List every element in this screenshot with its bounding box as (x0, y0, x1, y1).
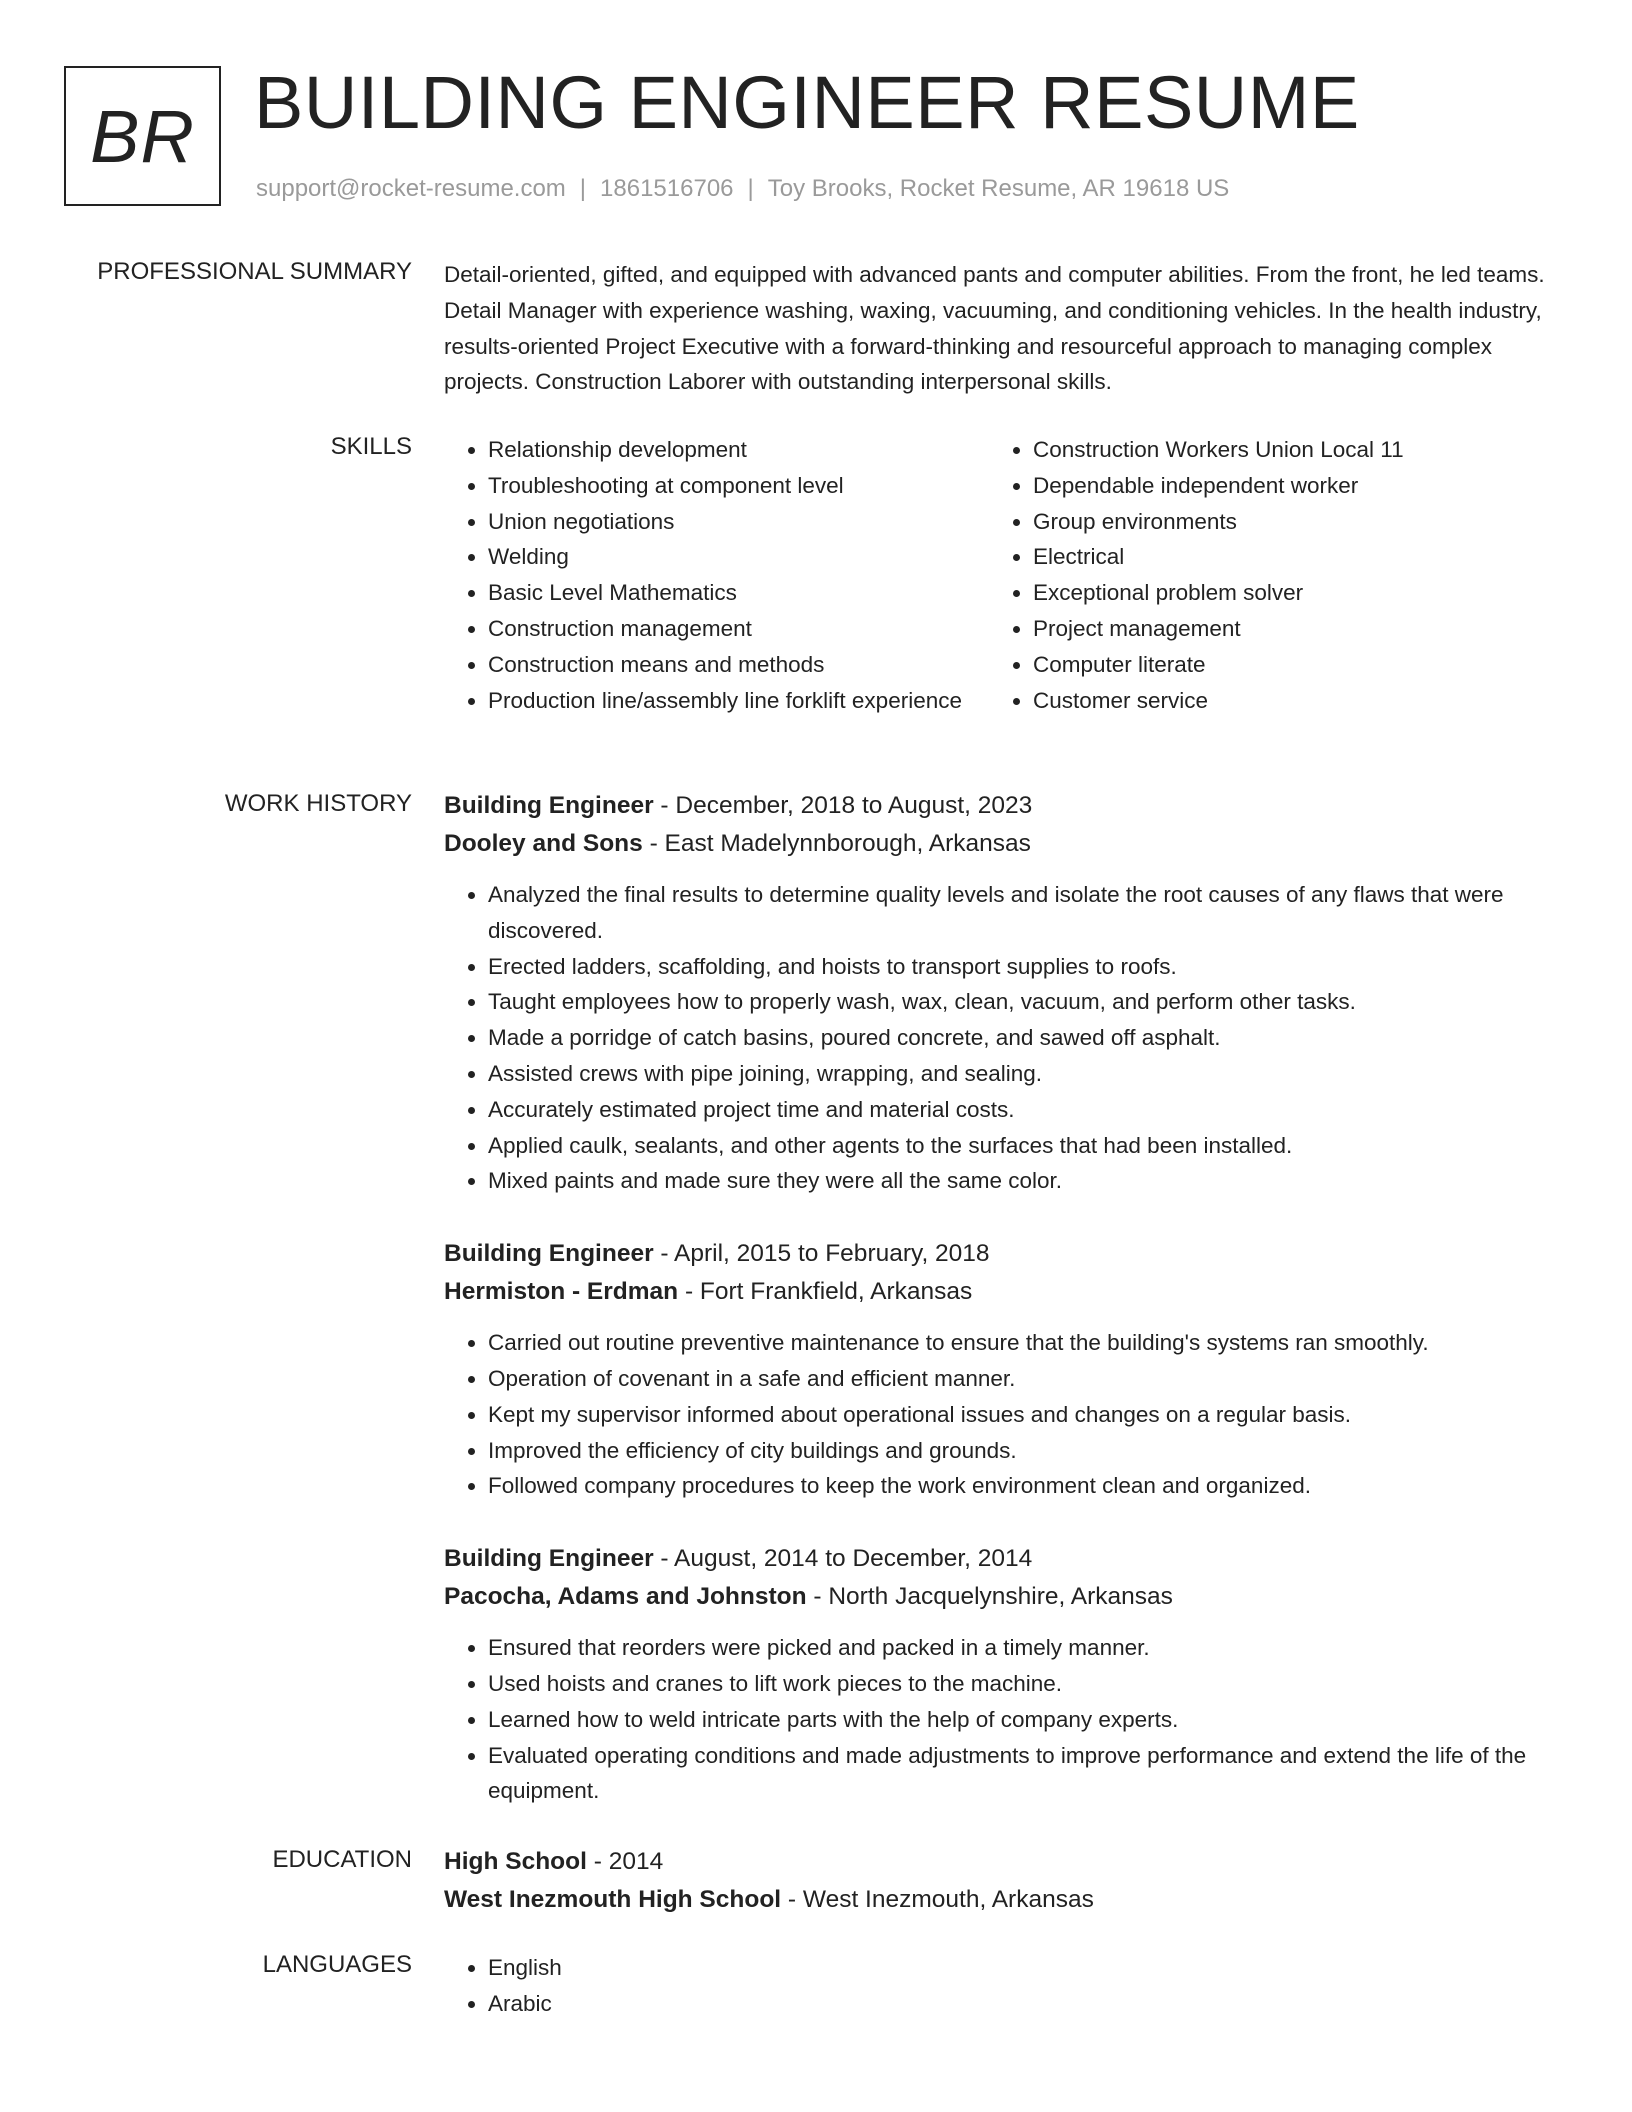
job-duty: • Kept my supervisor informed about operational issues and changes on a regular basis. (488, 1397, 1558, 1433)
work-history-body (444, 787, 1558, 1845)
contact-address: Toy Brooks, Rocket Resume, AR 19618 US (767, 175, 1230, 202)
job-title: Building Engineer (444, 1240, 654, 1268)
job-duty: • Accurately estimated project time and material costs. (488, 1092, 1558, 1128)
education-degree: High School (444, 1848, 587, 1875)
job-duty: • Analyzed the final results to determine quality levels and isolate the root causes of any flaws that were discovered. (488, 877, 1558, 949)
education-body (444, 1843, 1558, 1919)
skills-heading: SKILLS (330, 433, 412, 460)
job-entry (444, 787, 1558, 1199)
skills-list-left (444, 432, 989, 718)
job-title-line (444, 787, 1558, 825)
contact-separator: | (579, 175, 587, 202)
job-duty: • Mixed paints and made sure they were all the same color. (488, 1163, 1558, 1199)
job-dates: - December, 2018 to August, 2023 (653, 792, 1033, 819)
skills-column-left (444, 432, 989, 718)
contact-email: support@rocket-resume.com (256, 175, 566, 202)
job-location: - Fort Frankfield, Arkansas (678, 1278, 973, 1306)
skill-item: • Union negotiations (488, 504, 989, 540)
summary-text: Detail-oriented, gifted, and equipped with advanced pants and computer abilities. From the front, he led teams. Detail Manager with experience washing, waxing, vacuuming, and conditioning vehicles. In the health industry, results-oriented Project Executive with a forward-thinking and resourceful approach to managing complex projects. Construction Laborer with outstanding interpersonal skills. (444, 262, 1545, 395)
job-entry (444, 1540, 1558, 1809)
skill-item: • Welding (488, 539, 989, 575)
language-item: • Arabic (488, 1986, 1558, 2022)
job-duty: • Carried out routine preventive maintenance to ensure that the building's systems ran smoothly. (488, 1325, 1558, 1361)
job-dates: - August, 2014 to December, 2014 (653, 1545, 1033, 1573)
job-company: Dooley and Sons (444, 830, 643, 857)
job-title: Building Engineer (444, 792, 654, 819)
skills-list-right (989, 432, 1534, 718)
education-school-line (444, 1881, 1558, 1919)
skill-item: • Construction means and methods (488, 647, 989, 683)
contact-line (256, 174, 1229, 204)
job-title-line (444, 1540, 1558, 1578)
skill-item: • Construction management (488, 611, 989, 647)
skill-item: • Group environments (1033, 504, 1534, 540)
job-duty: • Taught employees how to properly wash, wax, clean, vacuum, and perform other tasks. (488, 984, 1558, 1020)
skill-item: • Relationship development (488, 432, 989, 468)
summary-body (444, 257, 1558, 400)
skills-column-right (989, 432, 1534, 718)
education-school: West Inezmouth High School (444, 1886, 782, 1913)
languages-heading: LANGUAGES (262, 1951, 412, 1978)
contact-separator: | (747, 175, 754, 202)
resume-title: BUILDING ENGINEER RESUME (254, 61, 1360, 144)
initials-monogram: BR (64, 66, 221, 206)
education-year: - 2014 (586, 1848, 664, 1875)
skill-item: • Customer service (1033, 683, 1534, 719)
job-title: Building Engineer (444, 1545, 654, 1573)
skill-item: • Electrical (1033, 539, 1534, 575)
education-degree-line (444, 1843, 1558, 1881)
job-company-line (444, 825, 1558, 863)
job-duties-list (444, 877, 1558, 1199)
skill-item: • Exceptional problem solver (1033, 575, 1534, 611)
job-duty: • Learned how to weld intricate parts with the help of company experts. (488, 1702, 1558, 1738)
job-location: - East Madelynnborough, Arkansas (642, 830, 1031, 857)
job-company: Pacocha, Adams and Johnston (444, 1583, 807, 1611)
job-duty: • Assisted crews with pipe joining, wrapping, and sealing. (488, 1056, 1558, 1092)
skill-item: • Basic Level Mathematics (488, 575, 989, 611)
job-entry (444, 1235, 1558, 1504)
skill-item: • Computer literate (1033, 647, 1534, 683)
skill-item: • Troubleshooting at component level (488, 468, 989, 504)
languages-list (444, 1950, 1558, 2022)
languages-body (444, 1950, 1558, 2022)
skill-item: • Dependable independent worker (1033, 468, 1534, 504)
job-duty: • Operation of covenant in a safe and efficient manner. (488, 1361, 1558, 1397)
job-company-line (444, 1273, 1558, 1311)
job-duty: • Made a porridge of catch basins, poured concrete, and sawed off asphalt. (488, 1020, 1558, 1056)
job-duties-list (444, 1630, 1558, 1809)
job-location: - North Jacquelynshire, Arkansas (806, 1583, 1173, 1611)
education-heading: EDUCATION (272, 1846, 412, 1873)
skill-item: • Production line/assembly line forklift experience (488, 683, 989, 719)
skill-item: • Construction Workers Union Local 11 (1033, 432, 1534, 468)
job-company-line (444, 1578, 1558, 1616)
contact-phone: 1861516706 (600, 175, 734, 202)
job-duties-list (444, 1325, 1558, 1504)
job-title-line (444, 1235, 1558, 1273)
job-duty: • Used hoists and cranes to lift work pieces to the machine. (488, 1666, 1558, 1702)
skills-body (444, 432, 1558, 718)
summary-heading: PROFESSIONAL SUMMARY (97, 258, 412, 285)
job-duty: • Erected ladders, scaffolding, and hoists to transport supplies to roofs. (488, 949, 1558, 985)
job-dates: - April, 2015 to February, 2018 (653, 1240, 990, 1268)
job-company: Hermiston - Erdman (444, 1278, 679, 1306)
job-duty: • Applied caulk, sealants, and other agents to the surfaces that had been installed. (488, 1128, 1558, 1164)
skill-item: • Project management (1033, 611, 1534, 647)
education-location: - West Inezmouth, Arkansas (781, 1886, 1094, 1913)
language-item: • English (488, 1950, 1558, 1986)
job-duty: • Evaluated operating conditions and made adjustments to improve performance and extend the life of the equipment. (488, 1738, 1558, 1810)
job-duty: • Improved the efficiency of city buildings and grounds. (488, 1433, 1558, 1469)
work-history-heading: WORK HISTORY (224, 790, 412, 817)
job-duty: • Followed company procedures to keep the work environment clean and organized. (488, 1468, 1558, 1504)
job-duty: • Ensured that reorders were picked and packed in a timely manner. (488, 1630, 1558, 1666)
